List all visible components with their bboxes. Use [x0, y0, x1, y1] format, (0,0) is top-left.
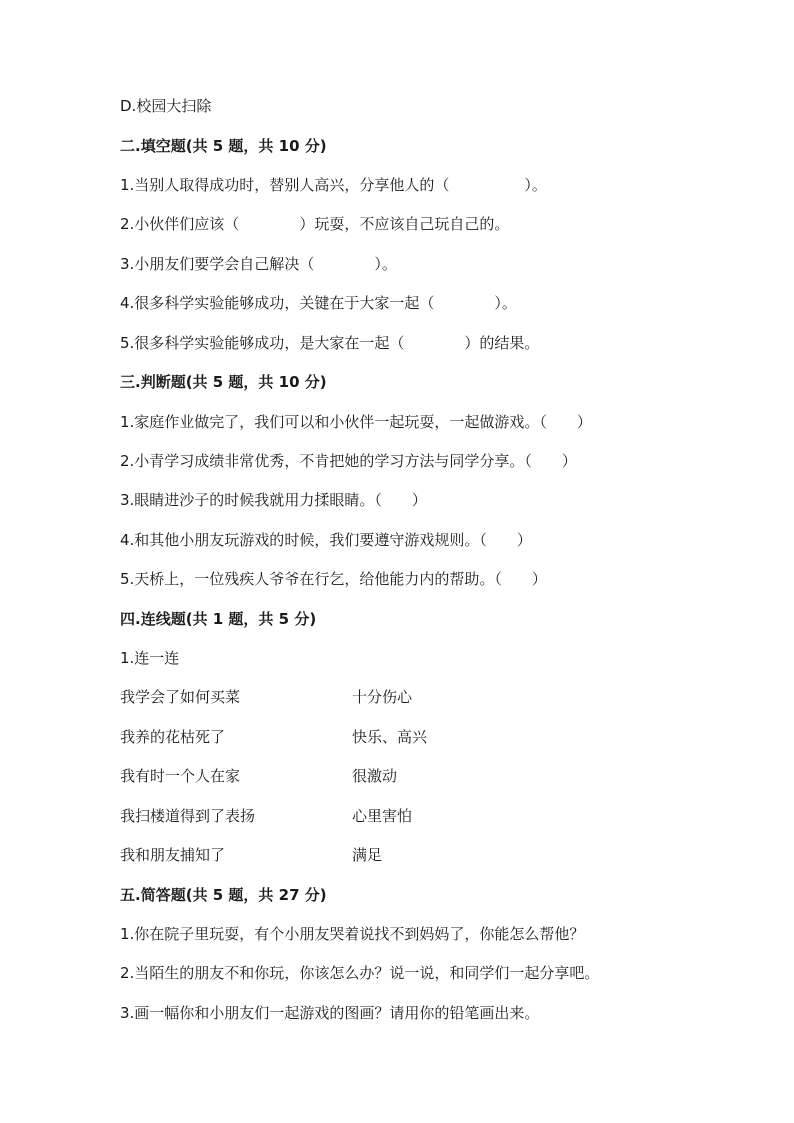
- match-right-item: 快乐、高兴: [352, 728, 428, 746]
- judge-question-3: 3.眼睛进沙子的时候我就用力揉眼睛。（ ）: [120, 491, 427, 509]
- match-left-item: 我有时一个人在家: [120, 767, 241, 785]
- match-right-item: 很激动: [352, 767, 398, 785]
- option-d: D.校园大扫除: [120, 97, 212, 115]
- match-left-item: 我和朋友捕知了: [120, 846, 226, 864]
- section-4-heading: 四.连线题(共 1 题，共 5 分): [120, 610, 317, 628]
- judge-question-1: 1.家庭作业做完了，我们可以和小伙伴一起玩耍，一起做游戏。（ ）: [120, 413, 592, 431]
- short-answer-question-1: 1.你在院子里玩耍，有个小朋友哭着说找不到妈妈了，你能怎么帮他？: [120, 925, 585, 943]
- judge-question-5: 5.天桥上，一位残疾人爷爷在行乞，给他能力内的帮助。（ ）: [120, 570, 547, 588]
- match-left-item: 我学会了如何买菜: [120, 688, 241, 706]
- match-question: 1.连一连: [120, 649, 180, 667]
- fill-question-3: 3.小朋友们要学会自己解决（ ）。: [120, 255, 397, 273]
- fill-question-2: 2.小伙伴们应该（ ）玩耍，不应该自己玩自己的。: [120, 215, 510, 233]
- short-answer-question-2: 2.当陌生的朋友不和你玩，你该怎么办？说一说，和同学们一起分享吧。: [120, 964, 600, 982]
- match-right-item: 满足: [352, 846, 383, 864]
- judge-question-4: 4.和其他小朋友玩游戏的时候，我们要遵守游戏规则。（ ）: [120, 531, 532, 549]
- section-2-heading: 二.填空题(共 5 题，共 10 分): [120, 137, 327, 155]
- fill-question-5: 5.很多科学实验能够成功，是大家在一起（ ）的结果。: [120, 334, 540, 352]
- judge-question-2: 2.小青学习成绩非常优秀，不肯把她的学习方法与同学分享。（ ）: [120, 452, 577, 470]
- fill-question-1: 1.当别人取得成功时，替别人高兴，分享他人的（ ）。: [120, 176, 547, 194]
- match-right-item: 心里害怕: [352, 807, 413, 825]
- short-answer-question-3: 3.画一幅你和小朋友们一起游戏的图画？请用你的铅笔画出来。: [120, 1004, 540, 1022]
- match-left-item: 我扫楼道得到了表扬: [120, 807, 256, 825]
- match-right-item: 十分伤心: [352, 688, 413, 706]
- match-left-item: 我养的花枯死了: [120, 728, 226, 746]
- section-3-heading: 三.判断题(共 5 题，共 10 分): [120, 373, 327, 391]
- section-5-heading: 五.简答题(共 5 题，共 27 分): [120, 886, 327, 904]
- fill-question-4: 4.很多科学实验能够成功，关键在于大家一起（ ）。: [120, 294, 517, 312]
